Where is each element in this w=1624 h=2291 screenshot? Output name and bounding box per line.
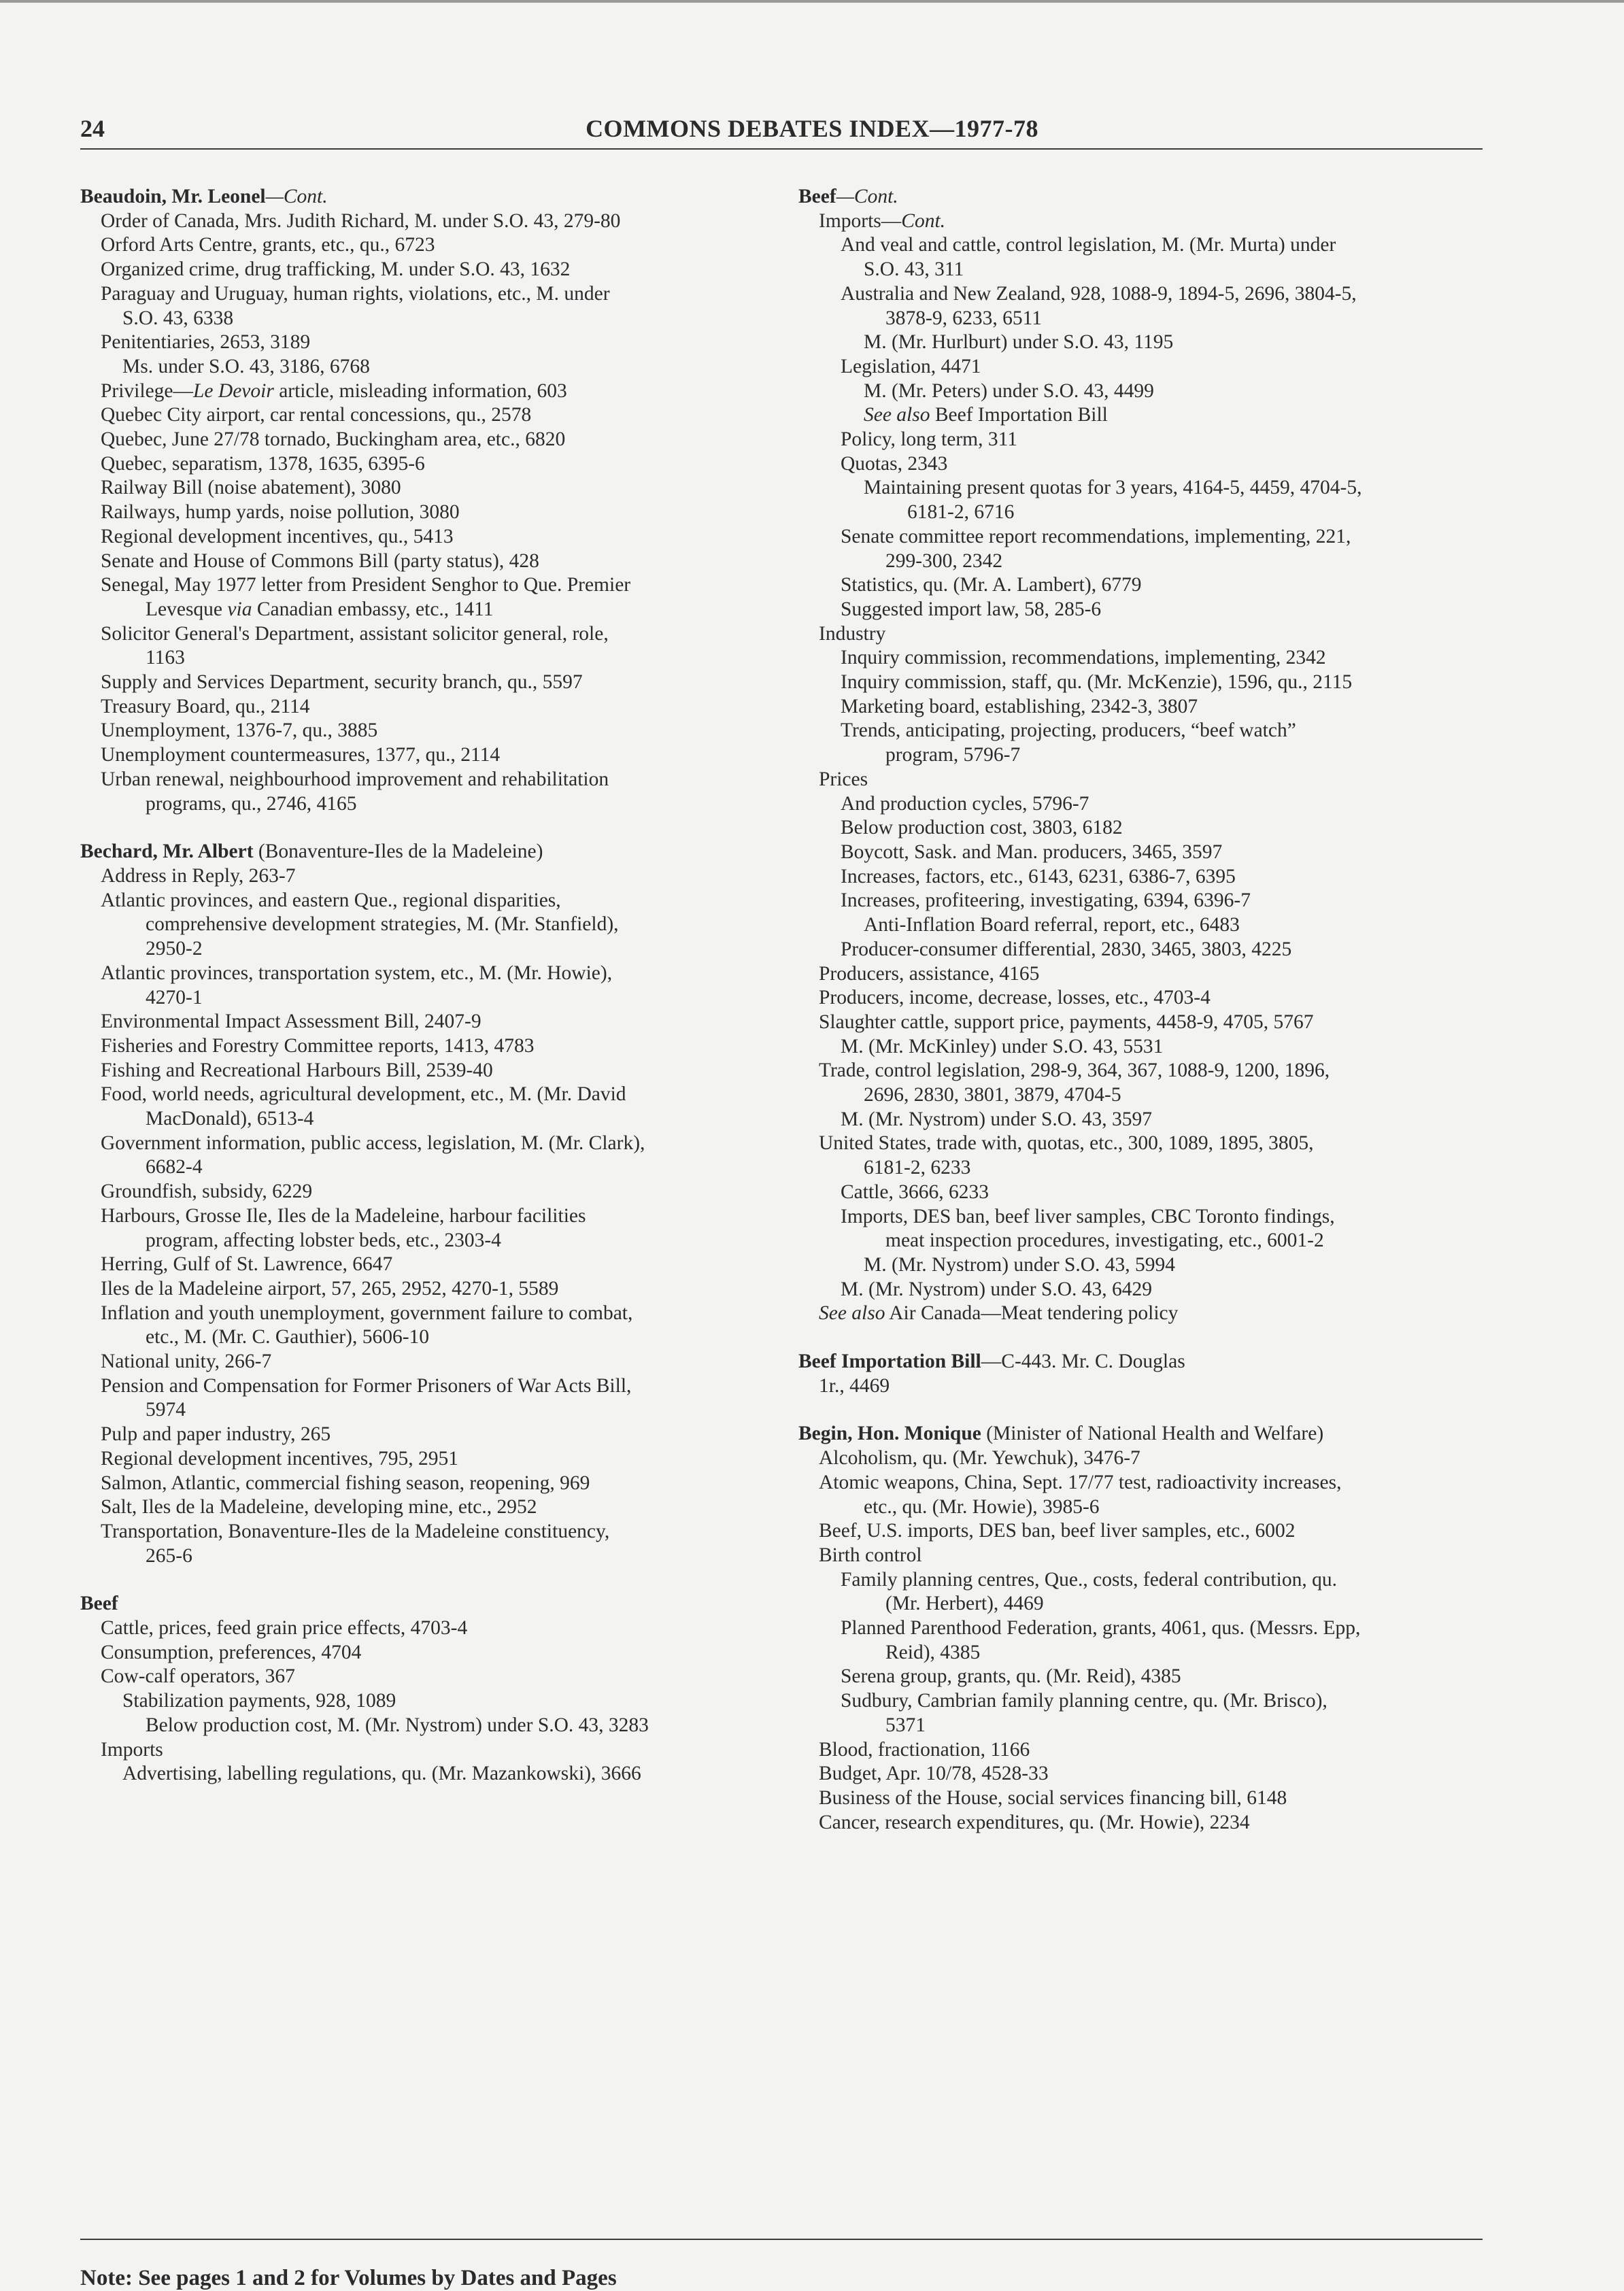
entry-text: etc., M. (Mr. C. Gauthier), 5606-10 [146, 1326, 430, 1348]
italic-text: via [227, 598, 252, 620]
entry-text: Inflation and youth unemployment, government failure to combat, [101, 1302, 633, 1324]
entry-text: Pension and Compensation for Former Prisoners of War Acts Bill, [101, 1374, 632, 1397]
index-heading [798, 1350, 1485, 1374]
entry-text: Advertising, labelling regulations, qu. (Mr. Mazankowski), 3666 [122, 1763, 641, 1785]
index-entry [80, 1083, 767, 1107]
index-entry [80, 792, 767, 817]
index-entry [80, 695, 767, 719]
entry-text: 265-6 [146, 1544, 192, 1567]
index-entry [80, 209, 767, 234]
entry-text: Quebec, separatism, 1378, 1635, 6395-6 [101, 452, 425, 475]
index-entry [798, 671, 1485, 695]
entry-text: Blood, fractionation, 1166 [819, 1738, 1030, 1761]
index-entry [80, 1253, 767, 1277]
scan-edge [0, 0, 1624, 3]
index-entry [798, 598, 1485, 622]
entry-text: Herring, Gulf of St. Lawrence, 6647 [101, 1253, 393, 1276]
entry-text: Increases, profiteering, investigating, 6394, 6396-7 [841, 889, 1251, 912]
entry-text: Address in Reply, 263-7 [101, 864, 296, 887]
index-entry [80, 258, 767, 282]
page-number: 24 [80, 115, 105, 142]
entry-text: Unemployment countermeasures, 1377, qu., 2114 [101, 744, 501, 766]
index-entry [798, 695, 1485, 719]
index-entry [798, 1568, 1485, 1593]
index-entry [798, 841, 1485, 865]
entry-text: Railway Bill (noise abatement), 3080 [101, 477, 401, 499]
index-entry [798, 1374, 1485, 1399]
entry-text: 6181-2, 6233 [864, 1157, 971, 1179]
index-column-left [80, 185, 767, 1786]
index-entry [80, 1665, 767, 1689]
entry-text: Levesque [146, 598, 228, 620]
index-entry [80, 889, 767, 913]
entry-text: Cattle, 3666, 6233 [841, 1181, 989, 1203]
entry-text: Regional development incentives, qu., 5413 [101, 525, 454, 547]
entry-text: Senegal, May 1977 letter from President Senghor to Que. Premier [101, 574, 631, 596]
entry-text: Anti-Inflation Board referral, report, etc., 6483 [864, 914, 1240, 936]
entry-text: Fishing and Recreational Harbours Bill, 2539-40 [101, 1059, 493, 1081]
entry-text: Groundfish, subsidy, 6229 [101, 1181, 313, 1203]
heading-name: Beef Importation Bill [798, 1351, 981, 1373]
entry-text: Birth control [819, 1544, 922, 1566]
entry-text: Cattle, prices, feed grain price effects, 4703-4 [101, 1617, 468, 1640]
entry-text: Iles de la Madeleine airport, 57, 265, 2952, 4270-1, 5589 [101, 1277, 559, 1300]
entry-text: program, 5796-7 [885, 744, 1021, 766]
entry-text: Atlantic provinces, transportation system, etc., M. (Mr. Howie), [101, 962, 613, 984]
entry-text: (Mr. Herbert), 4469 [885, 1593, 1044, 1615]
index-entry [798, 1011, 1485, 1035]
index-entry [798, 355, 1485, 379]
entry-text: S.O. 43, 6338 [122, 307, 234, 329]
index-entry [798, 209, 1485, 234]
entry-spacer [80, 816, 767, 840]
index-entry [80, 864, 767, 889]
entry-text: program, affecting lobster beds, etc., 2303-4 [146, 1229, 501, 1251]
entry-text: Statistics, qu. (Mr. A. Lambert), 6779 [841, 574, 1142, 596]
entry-text-tail: Canadian embassy, etc., 1411 [252, 598, 494, 620]
entry-text: S.O. 43, 311 [864, 258, 964, 281]
index-entry [80, 573, 767, 598]
index-entry [80, 1277, 767, 1302]
index-entry [80, 986, 767, 1011]
index-entry [80, 1180, 767, 1204]
entry-text: M. (Mr. McKinley) under S.O. 43, 5531 [841, 1035, 1164, 1057]
index-entry [798, 962, 1485, 987]
index-heading [80, 185, 767, 209]
index-entry [798, 1446, 1485, 1471]
entry-text: Organized crime, drug trafficking, M. under S.O. 43, 1632 [101, 258, 571, 281]
entry-text: Australia and New Zealand, 928, 1088-9, 1894-5, 2696, 3804-5, [841, 282, 1357, 305]
index-entry [80, 1350, 767, 1374]
entry-text: Quebec, June 27/78 tornado, Buckingham area, etc., 6820 [101, 428, 566, 451]
entry-text: 2950-2 [146, 938, 203, 960]
index-entry [80, 452, 767, 477]
index-entry [798, 1714, 1485, 1738]
entry-text: Cancer, research expenditures, qu. (Mr. Howie), 2234 [819, 1811, 1250, 1833]
index-entry [798, 1156, 1485, 1181]
entry-text: M. (Mr. Nystrom) under S.O. 43, 5994 [864, 1253, 1176, 1276]
entry-text: Imports— [819, 209, 902, 232]
heading-name: Bechard, Mr. Albert [80, 841, 254, 863]
entry-text: Slaughter cattle, support price, payments, 4458-9, 4705, 5767 [819, 1011, 1314, 1033]
index-entry [80, 1641, 767, 1665]
index-entry [798, 1762, 1485, 1786]
index-entry [80, 598, 767, 622]
entry-text: Maintaining present quotas for 3 years, 4164-5, 4459, 4704-5, [864, 477, 1362, 499]
entry-text: Producer-consumer differential, 2830, 3465, 3803, 4225 [841, 938, 1292, 960]
entry-text: 3878-9, 6233, 6511 [885, 307, 1042, 329]
italic-text: —Cont. [836, 186, 898, 207]
entry-text: Atlantic provinces, and eastern Que., regional disparities, [101, 889, 561, 911]
entry-text: (Bonaventure-Iles de la Madeleine) [253, 841, 543, 863]
entry-text: Producers, income, decrease, losses, etc., 4703-4 [819, 987, 1211, 1009]
entry-text-tail: Beef Importation Bill [930, 404, 1108, 426]
entry-text: Unemployment, 1376-7, qu., 3885 [101, 719, 378, 742]
index-entry [798, 1665, 1485, 1689]
entry-text: Cow-calf operators, 367 [101, 1665, 295, 1688]
index-entry [80, 1155, 767, 1180]
entry-text: 2696, 2830, 3801, 3879, 4704-5 [864, 1084, 1121, 1106]
index-entry [798, 282, 1485, 307]
index-entry [798, 1544, 1485, 1568]
index-entry [80, 525, 767, 549]
entry-text: Urban renewal, neighbourhood improvement and rehabilitation [101, 768, 609, 790]
index-entry [80, 379, 767, 404]
index-entry [798, 233, 1485, 258]
index-entry [798, 1641, 1485, 1665]
index-entry [80, 671, 767, 695]
index-entry [80, 1059, 767, 1083]
index-heading [798, 185, 1485, 209]
index-entry [798, 743, 1485, 768]
entry-text: Transportation, Bonaventure-Iles de la Madeleine constituency, [101, 1520, 610, 1542]
entry-text: Senate and House of Commons Bill (party status), 428 [101, 549, 539, 572]
entry-text: —C-443. Mr. C. Douglas [981, 1351, 1185, 1373]
index-entry [80, 1374, 767, 1399]
index-entry [80, 1204, 767, 1229]
index-entry [80, 1714, 767, 1738]
entry-text: And veal and cattle, control legislation, M. (Mr. Murta) under [841, 234, 1336, 256]
heading-name: Beef [80, 1593, 118, 1615]
entry-text: Salt, Iles de la Madeleine, developing mine, etc., 2952 [101, 1496, 537, 1518]
entry-text: Government information, public access, legislation, M. (Mr. Clark), [101, 1132, 645, 1154]
index-entry [798, 1108, 1485, 1132]
heading-name: Beef [798, 186, 836, 207]
footer-rule [80, 2239, 1483, 2240]
index-entry [80, 282, 767, 307]
index-entry [80, 1762, 767, 1786]
index-entry [798, 1495, 1485, 1520]
entry-text: Solicitor General's Department, assistant solicitor general, role, [101, 622, 609, 645]
index-entry [798, 768, 1485, 792]
entry-text: Stabilization payments, 928, 1089 [122, 1690, 396, 1712]
entry-spacer [798, 1398, 1485, 1422]
entry-text: 5371 [885, 1714, 926, 1736]
entry-text: etc., qu. (Mr. Howie), 3985-6 [864, 1495, 1100, 1518]
entry-text: Order of Canada, Mrs. Judith Richard, M. under S.O. 43, 279-80 [101, 209, 621, 232]
entry-text: Atomic weapons, China, Sept. 17/77 test, radioactivity increases, [819, 1471, 1342, 1493]
index-entry [80, 1472, 767, 1496]
index-entry [80, 476, 767, 500]
entry-text: Penitentiaries, 2653, 3189 [101, 331, 311, 354]
entry-text: Sudbury, Cambrian family planning centre, qu. (Mr. Brisco), [841, 1690, 1327, 1712]
header-rule [80, 148, 1483, 150]
entry-text-tail: article, misleading information, 603 [273, 379, 567, 402]
index-entry [798, 573, 1485, 598]
index-column-right [798, 185, 1485, 1835]
entry-text: Treasury Board, qu., 2114 [101, 695, 310, 717]
index-entry [798, 476, 1485, 500]
entry-text: Imports [101, 1738, 163, 1761]
index-entry [80, 1544, 767, 1569]
index-entry [798, 1738, 1485, 1763]
entry-text: Planned Parenthood Federation, grants, 4061, qus. (Messrs. Epp, [841, 1617, 1361, 1640]
index-entry [798, 889, 1485, 913]
entry-text: M. (Mr. Peters) under S.O. 43, 4499 [864, 379, 1154, 402]
entry-text: Beef, U.S. imports, DES ban, beef liver samples, etc., 6002 [819, 1520, 1296, 1542]
entry-text: Consumption, preferences, 4704 [101, 1641, 362, 1663]
entry-text: Family planning centres, Que., costs, federal contribution, qu. [841, 1568, 1337, 1591]
italic-text: See also [819, 1302, 885, 1325]
entry-text: Privilege— [101, 379, 194, 402]
index-entry [798, 1035, 1485, 1059]
index-entry [798, 549, 1485, 574]
entry-text: Salmon, Atlantic, commercial fishing season, reopening, 969 [101, 1472, 590, 1494]
index-entry [798, 1132, 1485, 1156]
entry-spacer [798, 1326, 1485, 1350]
index-entry [798, 816, 1485, 841]
index-entry [80, 1132, 767, 1156]
index-entry [798, 1519, 1485, 1544]
entry-text-tail: Air Canada—Meat tendering policy [885, 1302, 1179, 1325]
entry-text: United States, trade with, quotas, etc., 300, 1089, 1895, 3805, [819, 1132, 1314, 1155]
index-entry [798, 1471, 1485, 1495]
entry-text: Serena group, grants, qu. (Mr. Reid), 4385 [841, 1665, 1181, 1688]
entry-text: Below production cost, 3803, 6182 [841, 817, 1123, 839]
index-entry [80, 500, 767, 525]
entry-text: Orford Arts Centre, grants, etc., qu., 6723 [101, 234, 435, 256]
index-entry [798, 1253, 1485, 1278]
entry-text: Ms. under S.O. 43, 3186, 6768 [122, 355, 370, 377]
index-entry [80, 330, 767, 355]
index-entry [80, 307, 767, 331]
index-entry [80, 549, 767, 574]
index-entry [80, 962, 767, 986]
index-entry [80, 355, 767, 379]
entry-text: Reid), 4385 [885, 1641, 981, 1663]
entry-text: 1r., 4469 [819, 1374, 890, 1397]
entry-text: Fisheries and Forestry Committee reports, 1413, 4783 [101, 1034, 535, 1057]
index-heading [80, 840, 767, 864]
index-entry [798, 646, 1485, 671]
index-entry [80, 913, 767, 937]
index-entry [80, 1495, 767, 1520]
entry-text: Senate committee report recommendations, implementing, 221, [841, 525, 1351, 547]
index-entry [80, 622, 767, 647]
index-entry [798, 792, 1485, 817]
entry-text: Railways, hump yards, noise pollution, 3080 [101, 501, 460, 524]
index-entry [798, 1181, 1485, 1205]
entry-text: Harbours, Grosse Ile, Iles de la Madeleine, harbour facilities [101, 1204, 586, 1227]
index-entry [798, 525, 1485, 549]
italic-text: See also [864, 404, 930, 426]
index-entry [798, 1059, 1485, 1083]
index-entry [798, 1592, 1485, 1616]
index-entry [80, 1107, 767, 1132]
entry-text: Environmental Impact Assessment Bill, 2407-9 [101, 1011, 481, 1033]
entry-text: meat inspection procedures, investigating, etc., 6001-2 [885, 1229, 1324, 1252]
index-entry [798, 913, 1485, 938]
entry-text: Inquiry commission, recommendations, implementing, 2342 [841, 647, 1326, 669]
index-entry [798, 1278, 1485, 1302]
entry-text: Food, world needs, agricultural development, etc., M. (Mr. David [101, 1083, 626, 1106]
entry-text: Boycott, Sask. and Man. producers, 3465, 3597 [841, 841, 1223, 863]
index-entry [80, 768, 767, 792]
index-entry [798, 1616, 1485, 1641]
entry-text: Business of the House, social services financing bill, 6148 [819, 1787, 1287, 1809]
entry-text: M. (Mr. Nystrom) under S.O. 43, 6429 [841, 1278, 1153, 1300]
entry-text: Trade, control legislation, 298-9, 364, 367, 1088-9, 1200, 1896, [819, 1059, 1330, 1082]
index-entry [80, 403, 767, 428]
entry-text: Regional development incentives, 795, 2951 [101, 1447, 458, 1470]
entry-text: And production cycles, 5796-7 [841, 792, 1089, 815]
entry-text: Legislation, 4471 [841, 355, 981, 377]
index-entry [80, 1010, 767, 1034]
index-entry [80, 1034, 767, 1059]
index-entry [80, 1229, 767, 1253]
entry-text: 6682-4 [146, 1156, 203, 1178]
entry-text: Pulp and paper industry, 265 [101, 1423, 331, 1446]
index-entry [80, 1325, 767, 1350]
entry-text: MacDonald), 6513-4 [146, 1108, 314, 1130]
index-entry [798, 986, 1485, 1011]
entry-text: M. (Mr. Hurlburt) under S.O. 43, 1195 [864, 331, 1174, 354]
entry-text: 299-300, 2342 [885, 549, 1003, 572]
index-entry [80, 233, 767, 258]
index-entry [798, 500, 1485, 525]
entry-text: Budget, Apr. 10/78, 4528-33 [819, 1763, 1049, 1785]
index-entry [80, 743, 767, 768]
entry-text: Trends, anticipating, projecting, producers, “beef watch” [841, 719, 1296, 742]
index-entry [798, 622, 1485, 647]
index-entry [798, 1811, 1485, 1835]
entry-text: Prices [819, 768, 868, 790]
index-entry [80, 646, 767, 671]
entry-text: Inquiry commission, staff, qu. (Mr. McKenzie), 1596, qu., 2115 [841, 671, 1353, 694]
entry-text: Alcoholism, qu. (Mr. Yewchuk), 3476-7 [819, 1447, 1140, 1470]
index-entry [798, 1205, 1485, 1229]
index-entry [798, 1302, 1485, 1326]
entry-text: 4270-1 [146, 986, 203, 1008]
footer-note: Note: See pages 1 and 2 for Volumes by Dates and Pages [80, 2266, 617, 2290]
entry-text: comprehensive development strategies, M. (Mr. Stanfield), [146, 913, 619, 936]
entry-text: Paraguay and Uruguay, human rights, violations, etc., M. under [101, 282, 610, 305]
index-entry [798, 403, 1485, 428]
entry-text: M. (Mr. Nystrom) under S.O. 43, 3597 [841, 1108, 1153, 1130]
index-entry [798, 719, 1485, 743]
entry-text: Suggested import law, 58, 285-6 [841, 598, 1102, 620]
entry-spacer [80, 1568, 767, 1592]
index-entry [798, 1229, 1485, 1253]
index-entry [80, 1302, 767, 1326]
running-head: COMMONS DEBATES INDEX—1977-78 [586, 115, 1038, 142]
italic-text: Cont. [901, 209, 946, 232]
entry-text: Supply and Services Department, security branch, qu., 5597 [101, 671, 583, 694]
index-entry [798, 428, 1485, 452]
index-entry [798, 1083, 1485, 1108]
index-entry [80, 1689, 767, 1714]
entry-text: Industry [819, 622, 886, 645]
index-entry [798, 307, 1485, 331]
index-entry [798, 938, 1485, 962]
heading-name: Begin, Hon. Monique [798, 1423, 981, 1445]
entry-text: National unity, 266-7 [101, 1351, 272, 1373]
index-entry [80, 719, 767, 743]
entry-text: Quebec City airport, car rental concessions, qu., 2578 [101, 404, 532, 426]
index-entry [798, 330, 1485, 355]
index-entry [80, 1520, 767, 1544]
index-entry [798, 452, 1485, 477]
index-entry [798, 379, 1485, 404]
index-entry [80, 1616, 767, 1641]
entry-text: Policy, long term, 311 [841, 428, 1018, 451]
index-heading [80, 1592, 767, 1616]
index-entry [80, 1447, 767, 1472]
index-entry [80, 1738, 767, 1763]
index-entry [798, 258, 1485, 282]
entry-text: Quotas, 2343 [841, 452, 948, 475]
index-entry [80, 1398, 767, 1423]
entry-text: 6181-2, 6716 [907, 501, 1015, 524]
index-heading [798, 1422, 1485, 1446]
heading-name: Beaudoin, Mr. Leonel [80, 186, 266, 207]
index-entry [798, 1689, 1485, 1714]
index-entry [80, 937, 767, 962]
index-entry [80, 428, 767, 452]
entry-text: Marketing board, establishing, 2342-3, 3807 [841, 695, 1198, 717]
index-entry [80, 1423, 767, 1447]
entry-text: Increases, factors, etc., 6143, 6231, 6386-7, 6395 [841, 865, 1236, 887]
entry-text: Producers, assistance, 4165 [819, 962, 1040, 985]
italic-text: —Cont. [265, 186, 328, 207]
entry-text: 1163 [146, 647, 185, 669]
italic-text: Le Devoir [193, 379, 274, 402]
index-entry [798, 1786, 1485, 1811]
entry-text: Below production cost, M. (Mr. Nystrom) under S.O. 43, 3283 [146, 1714, 649, 1736]
index-entry [798, 865, 1485, 889]
entry-text: 5974 [146, 1399, 186, 1421]
entry-text: (Minister of National Health and Welfare) [981, 1423, 1324, 1445]
entry-text: Imports, DES ban, beef liver samples, CBC Toronto findings, [841, 1205, 1335, 1227]
entry-text: programs, qu., 2746, 4165 [146, 792, 357, 815]
